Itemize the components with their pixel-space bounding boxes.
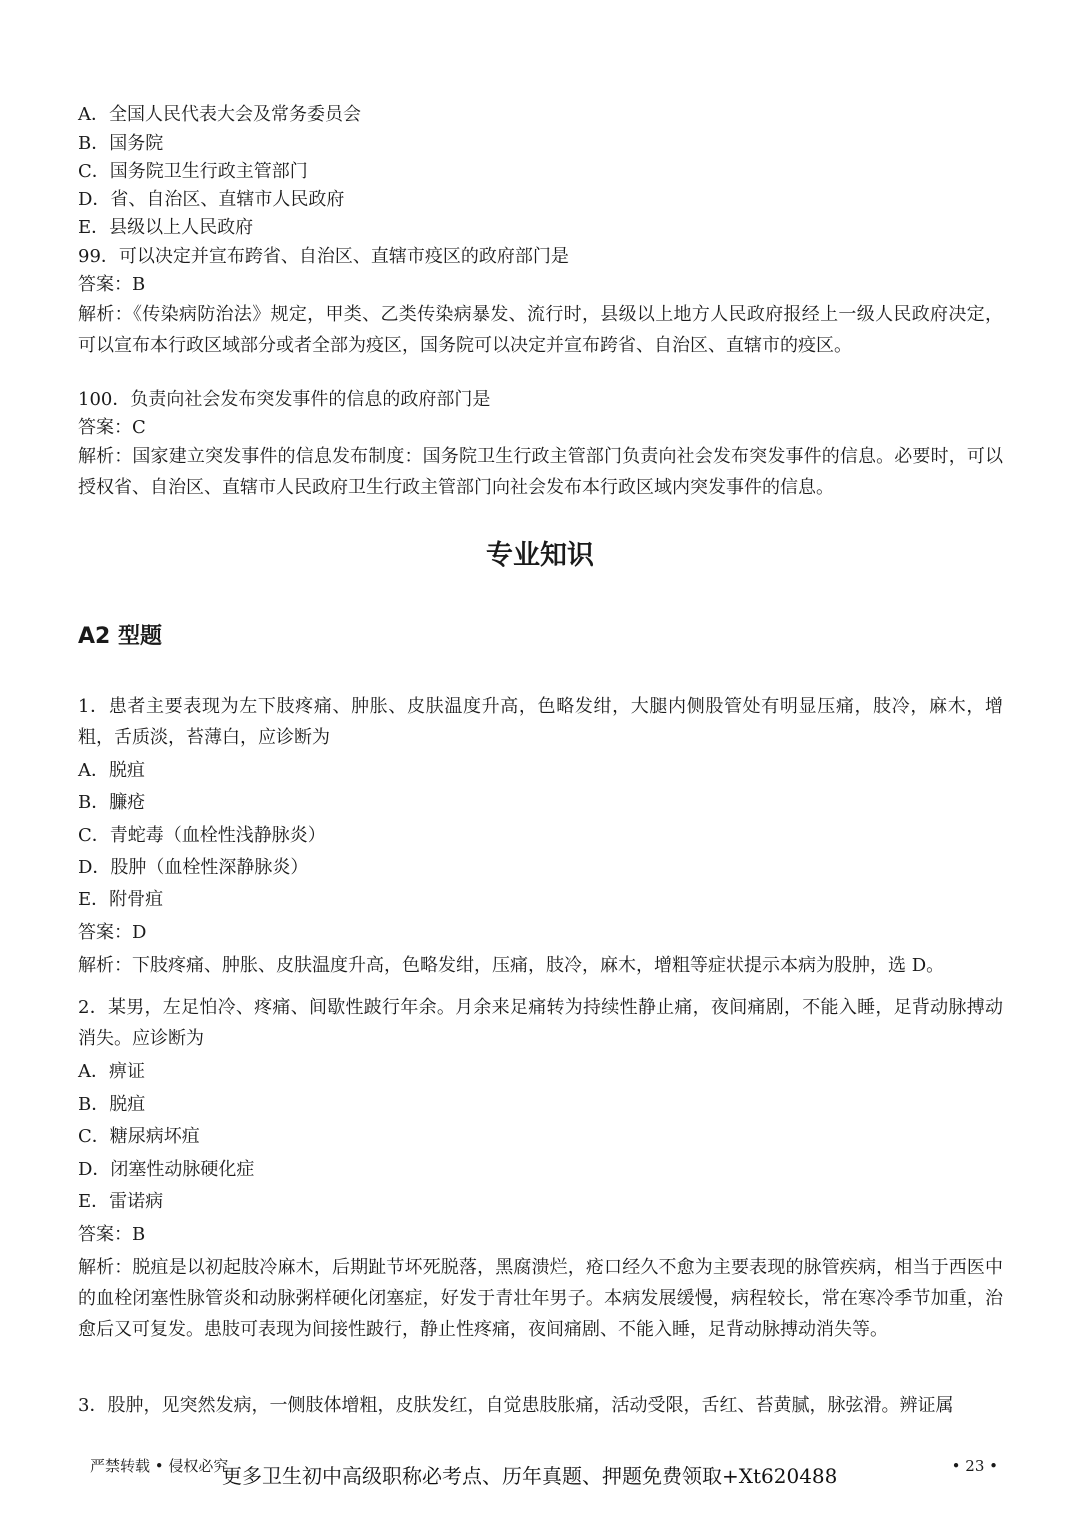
page-number: • 23 • [951,1457,998,1475]
answer-text: 答案：B [78,1224,146,1245]
option-text: C．糖尿病坏疽 [78,1126,200,1147]
question-stem: 99．可以决定并宣布跨省、自治区、直辖市疫区的政府部门是 [78,246,569,267]
question-stem: 3．股肿，见突然发病，一侧肢体增粗，皮肤发红，自觉患肢胀痛，活动受限，舌红、苔黄腻，脉弦滑。辨证属 [78,1395,954,1416]
answer-text: 答案：D [78,922,147,943]
section-title: 专业知识 [486,540,594,571]
option-text: B．臁疮 [78,792,146,813]
analysis-text: 解析：下肢疼痛、肿胀、皮肤温度升高，色略发绀，压痛，肢冷，麻木，增粗等症状提示本病为股肿，选 D。 [78,955,945,976]
analysis-text: 解析：《传染病防治法》规定，甲类、乙类传染病暴发、流行时，县级以上地方人民政府报经上一级人民政府决定，可以宣布本行政区域部分或者全部为疫区，国务院可以决定并宣布跨省、自治区、直辖市的疫区。 [78,304,1003,356]
question-stem: 1．患者主要表现为左下肢疼痛、肿胀、皮肤温度升高，色略发绀，大腿内侧股管处有明显压痛，肢冷，麻木，增粗，舌质淡，苔薄白，应诊断为 [78,696,1003,748]
option-text: B．国务院 [78,133,164,154]
answer-text: 答案：C [78,417,146,438]
answer-text: 答案：B [78,274,146,295]
option-text: C．青蛇毒（血栓性浅静脉炎） [78,825,326,846]
copyright-notice: 严禁转载 • 侵权必究 [90,1457,229,1475]
subsection-title: A2 型题 [78,624,162,649]
option-text: C．国务院卫生行政主管部门 [78,161,308,182]
option-text: E．雷诺病 [78,1191,164,1212]
analysis-text: 解析：脱疽是以初起肢冷麻木，后期趾节坏死脱落，黑腐溃烂，疮口经久不愈为主要表现的脉管疾病，相当于西医中的血栓闭塞性脉管炎和动脉粥样硬化闭塞症，好发于青壮年男子。本病发展缓慢，病程较长，常在寒冷季节加重，治愈后又可复发。患肢可表现为间接性跛行，静止性疼痛，夜间痛剧、不能入睡，足背动脉搏动消失等。 [78,1257,1003,1340]
option-text: A．脱疽 [78,760,145,781]
option-text: E．县级以上人民政府 [78,217,254,238]
analysis-text: 解析：国家建立突发事件的信息发布制度：国务院卫生行政主管部门负责向社会发布突发事件的信息。必要时，可以授权省、自治区、直辖市人民政府卫生行政主管部门向社会发布本行政区域内突发事件的信息。 [78,446,1003,498]
option-text: A．全国人民代表大会及常务委员会 [78,104,361,125]
promo-text: 更多卫生初中高级职称必考点、历年真题、押题免费领取+Xt620488 [222,1464,838,1488]
option-text: E．附骨疽 [78,889,164,910]
option-text: A．痹证 [78,1061,145,1082]
question-stem: 2．某男，左足怕冷、疼痛、间歇性跛行年余。月余来足痛转为持续性静止痛，夜间痛剧，不能入睡，足背动脉搏动消失。应诊断为 [78,997,1003,1049]
option-text: D．省、自治区、直辖市人民政府 [78,189,345,210]
option-text: D．股肿（血栓性深静脉炎） [78,857,309,878]
option-text: D．闭塞性动脉硬化症 [78,1159,255,1180]
option-text: B．脱疽 [78,1094,146,1115]
question-stem: 100．负责向社会发布突发事件的信息的政府部门是 [78,389,491,410]
